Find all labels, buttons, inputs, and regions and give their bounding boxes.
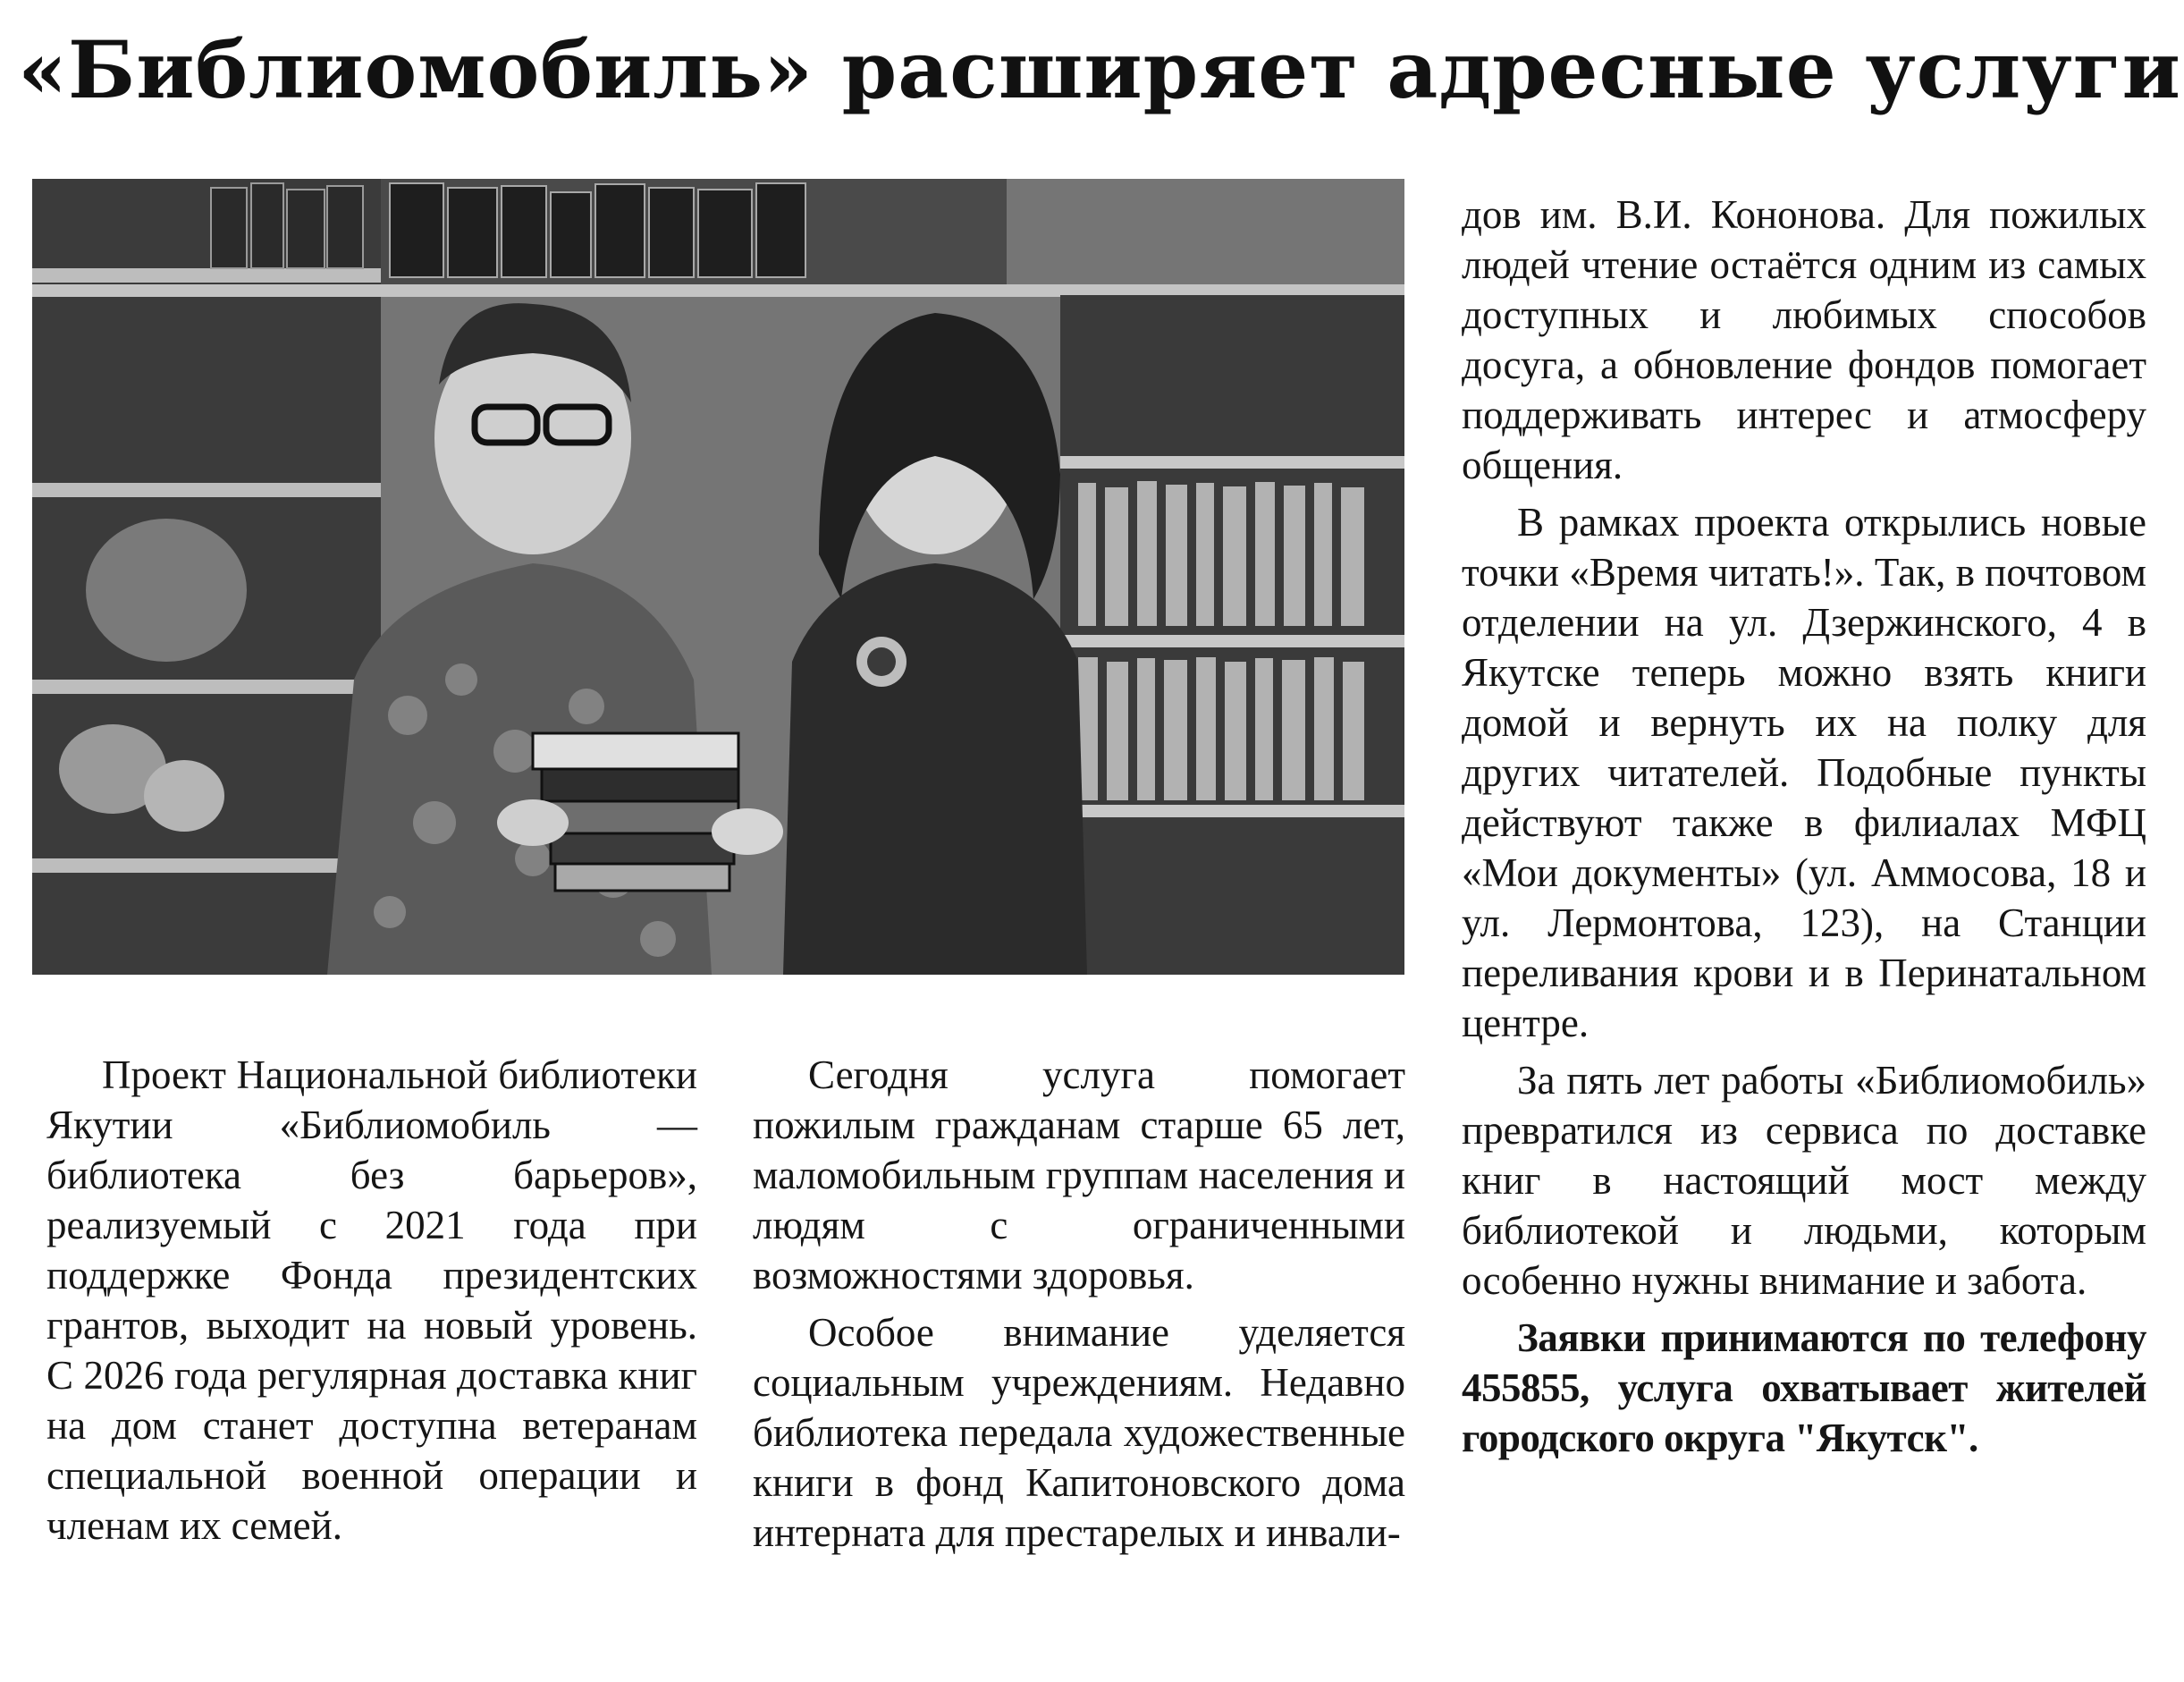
column-3-paragraph-2: В рамках проекта открылись новые точки «Время читать!». Так, в почтовом отделении на ул. Дзержинского, 4 в Якутске теперь можно взять книги домой и вернуть их на полку для других читателей. Подобные пункты действуют также в филиалах МФЦ «Мои документы» (ул. Аммосова, 18 и ул. Лермонтова, 123), на Станции переливания крови и в Перинатальном центре. bbox=[1462, 500, 2146, 1045]
photo-two-women-holding-books-in-library-icon bbox=[32, 179, 1404, 975]
article-headline: «Библиомобиль» расширяет адресные услуги bbox=[18, 23, 2181, 116]
article-column-1 bbox=[46, 1050, 697, 1551]
column-2-paragraph-2: Особое внимание уделяется социальным учреждениям. Недавно библиотека передала художественные книги в фонд Капитоновского дома интерната для престарелых и инвали- bbox=[753, 1310, 1405, 1555]
column-2-paragraph-1: Сегодня услуга помогает пожилым гражданам старше 65 лет, маломобильным группам населения и людям с ограниченными возможностями здоровья. bbox=[753, 1052, 1405, 1297]
column-3-paragraph-3: За пять лет работы «Библиомобиль» превратился из сервиса по доставке книг в настоящий мост между библиотекой и людьми, которым особенно нужны внимание и забота. bbox=[1462, 1058, 2146, 1303]
column-1-paragraph-1: Проект Национальной библиотеки Якутии «Библиомобиль — библиотека без барьеров», реализуемый с 2021 года при поддержке Фонда президентских грантов, выходит на новый уровень. С 2026 года регулярная доставка книг на дом станет доступна ветеранам специальной военной операции и членам их семей. bbox=[46, 1052, 697, 1548]
article-photo bbox=[32, 179, 1404, 975]
article-column-2 bbox=[753, 1050, 1405, 1558]
article-column-3 bbox=[1462, 190, 2146, 1463]
column-3-paragraph-1: дов им. В.И. Кононова. Для пожилых людей чтение остаётся одним из самых доступных и любимых способов досуга, а обновление фондов помогает поддерживать интерес и атмосферу общения. bbox=[1462, 192, 2146, 487]
column-3-contact-paragraph: Заявки принимаются по телефону 455855, услуга охватывает жителей городского округа "Якутск". bbox=[1462, 1315, 2146, 1460]
